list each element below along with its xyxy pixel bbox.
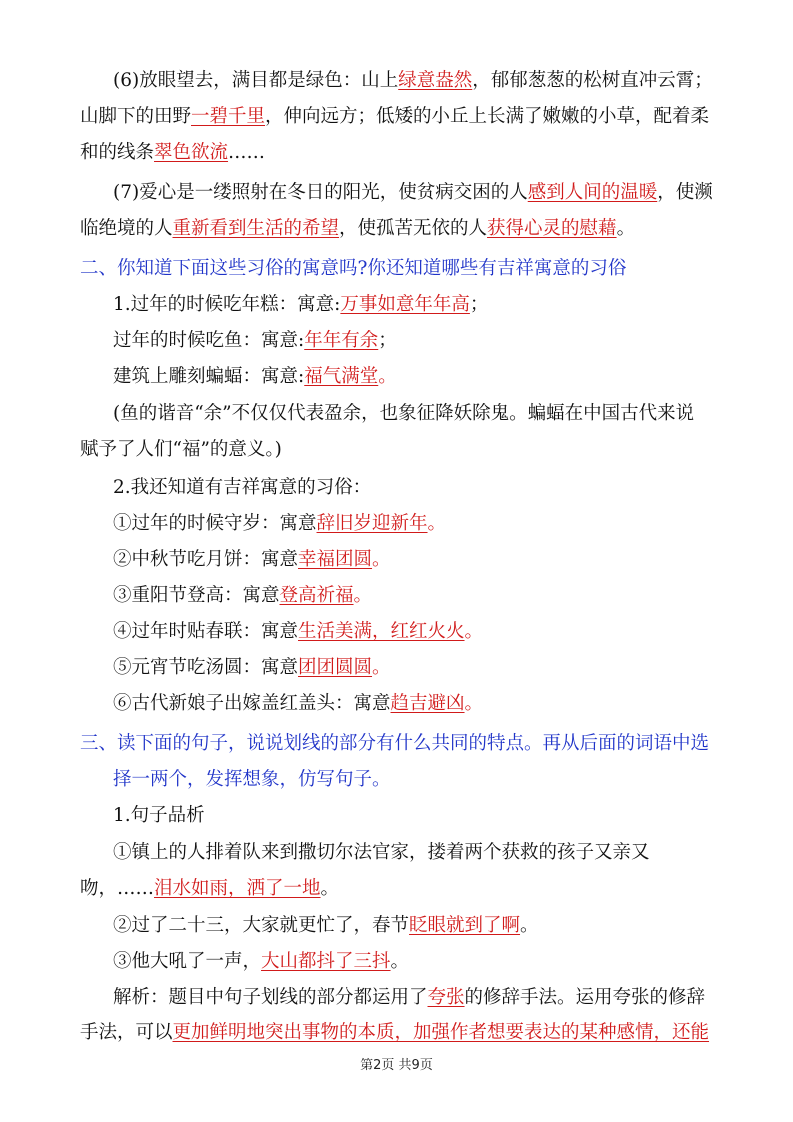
line-text: 。 [464, 693, 484, 714]
line-text: 。 [372, 549, 391, 570]
answer-text: 更加鲜明地突出事物的本质，加强作者想要表达的某种感情，还能 [172, 1022, 710, 1043]
line-text: ； [469, 294, 489, 315]
answer-text: 大山都抖了三抖 [261, 951, 391, 972]
text-line [113, 801, 205, 831]
text-line [113, 66, 713, 96]
answer-text: 幸福团圆 [298, 549, 373, 570]
line-text: ⑥古代新娘子出嫁盖红盖头：寓意 [113, 693, 391, 714]
text-line [113, 689, 483, 719]
line-text: ②中秋节吃月饼：寓意 [113, 549, 299, 570]
text-line [80, 214, 635, 244]
line-text: 临绝境的人 [80, 218, 173, 239]
line-text: 过年的时候吃鱼：寓意: [113, 330, 305, 351]
line-text: 三、读下面的句子，说说划线的部分有什么共同的特点。再从后面的词语中选 [80, 733, 710, 754]
line-text: 。 [616, 218, 636, 239]
page-footer: 第2页 共9页 [360, 1058, 433, 1073]
text-line [113, 653, 391, 683]
line-text: ⑤元宵节吃汤圆：寓意 [113, 657, 299, 678]
line-text: 和的线条 [80, 142, 155, 163]
text-line [80, 874, 339, 904]
line-text: 。 [390, 951, 410, 972]
answer-text: 团团圆圆 [298, 657, 373, 678]
answer-text: 翠色欲流 [154, 142, 229, 163]
line-text: ③重阳节登高：寓意 [113, 585, 280, 606]
answer-text: 重新看到生活的希望 [172, 218, 340, 239]
text-line [113, 509, 446, 539]
line-text: (7)爱心是一缕照射在冬日的阳光，使贫病交困的人 [113, 182, 528, 203]
line-text: 。 [520, 915, 539, 936]
text-line [113, 473, 371, 503]
line-text: ①镇上的人排着队来到撒切尔法官家，搂着两个获救的孩子又亲又 [113, 842, 650, 863]
answer-text: 获得心灵的慰藉 [487, 218, 617, 239]
answer-text: 福气满堂 [304, 366, 379, 387]
answer-text: 绿意盎然 [398, 70, 473, 91]
line-text: ①过年的时候守岁：寓意 [113, 513, 317, 534]
line-text: 山脚下的田野 [80, 106, 192, 127]
line-text: 2.我还知道有吉祥寓意的习俗： [113, 477, 372, 498]
line-text: 。 [372, 657, 391, 678]
line-text: ，伸向远方；低矮的小丘上长满了嫩嫩的小草，配着柔 [265, 106, 710, 127]
answer-text: 年年有余 [304, 330, 379, 351]
line-text: 。 [427, 513, 447, 534]
line-text: (鱼的谐音“余”不仅仅代表盈余，也象征降妖除鬼。蝙蝠在中国古代来说 [113, 403, 695, 424]
line-text: …… [228, 142, 266, 163]
answer-text: 万事如意年年高 [340, 294, 470, 315]
line-text: ④过年时贴春联：寓意 [113, 621, 299, 642]
text-line [113, 178, 713, 208]
line-text: ，使濒 [657, 182, 713, 203]
line-text: 的修辞手法。运用夸张的修辞 [464, 987, 706, 1008]
line-text: 赋予了人们“福”的意义。) [80, 439, 282, 460]
text-line [113, 765, 391, 795]
text-line [113, 617, 483, 647]
text-line [113, 947, 409, 977]
line-text: 择一两个，发挥想象，仿写句子。 [113, 769, 391, 790]
text-line [113, 399, 694, 429]
text-line [80, 102, 709, 132]
text-line [113, 838, 650, 868]
text-line [80, 435, 282, 465]
text-line [113, 983, 705, 1013]
text-line [113, 911, 539, 941]
line-text: ②过了二十三，大家就更忙了，春节 [113, 915, 410, 936]
line-text: 吻，…… [80, 878, 155, 899]
answer-text: 夸张 [427, 987, 465, 1008]
text-line [80, 729, 709, 759]
line-text: ； [378, 330, 397, 351]
line-text: 二、你知道下面这些习俗的寓意吗?你还知道哪些有吉祥寓意的习俗 [80, 258, 627, 279]
text-line [80, 138, 265, 168]
line-text: 1.过年的时候吃年糕：寓意: [113, 294, 341, 315]
line-text: 手法，可以 [80, 1022, 173, 1043]
text-line [113, 545, 391, 575]
answer-text: 辞旧岁迎新年 [316, 513, 428, 534]
text-line [80, 1018, 709, 1048]
line-text: 解析：题目中句子划线的部分都运用了 [113, 987, 428, 1008]
answer-text: 登高祈福 [279, 585, 354, 606]
answer-text: 感到人间的温暖 [527, 182, 658, 203]
text-line [113, 581, 372, 611]
text-line [113, 290, 488, 320]
line-text: 。 [320, 878, 340, 899]
answer-text: 眨眼就到了啊 [409, 915, 521, 936]
line-text: 。 [353, 585, 373, 606]
answer-text: 趋吉避凶 [390, 693, 465, 714]
line-text: ，使孤苦无依的人 [339, 218, 488, 239]
text-line [113, 326, 397, 356]
line-text: (6)放眼望去，满目都是绿色：山上 [113, 70, 399, 91]
line-text: ③他大吼了一声， [113, 951, 262, 972]
text-line [80, 254, 626, 284]
line-text: ，郁郁葱葱的松树直冲云霄； [472, 70, 713, 91]
text-line [113, 362, 397, 392]
line-text: 1.句子品析 [113, 805, 205, 826]
answer-text: 生活美满，红红火火 [298, 621, 465, 642]
answer-text: 泪水如雨，洒了一地 [154, 878, 321, 899]
line-text: 建筑上雕刻蝙蝠：寓意: [113, 366, 305, 387]
answer-text: 一碧千里 [191, 106, 266, 127]
line-text: 。 [378, 366, 397, 387]
line-text: 。 [464, 621, 484, 642]
